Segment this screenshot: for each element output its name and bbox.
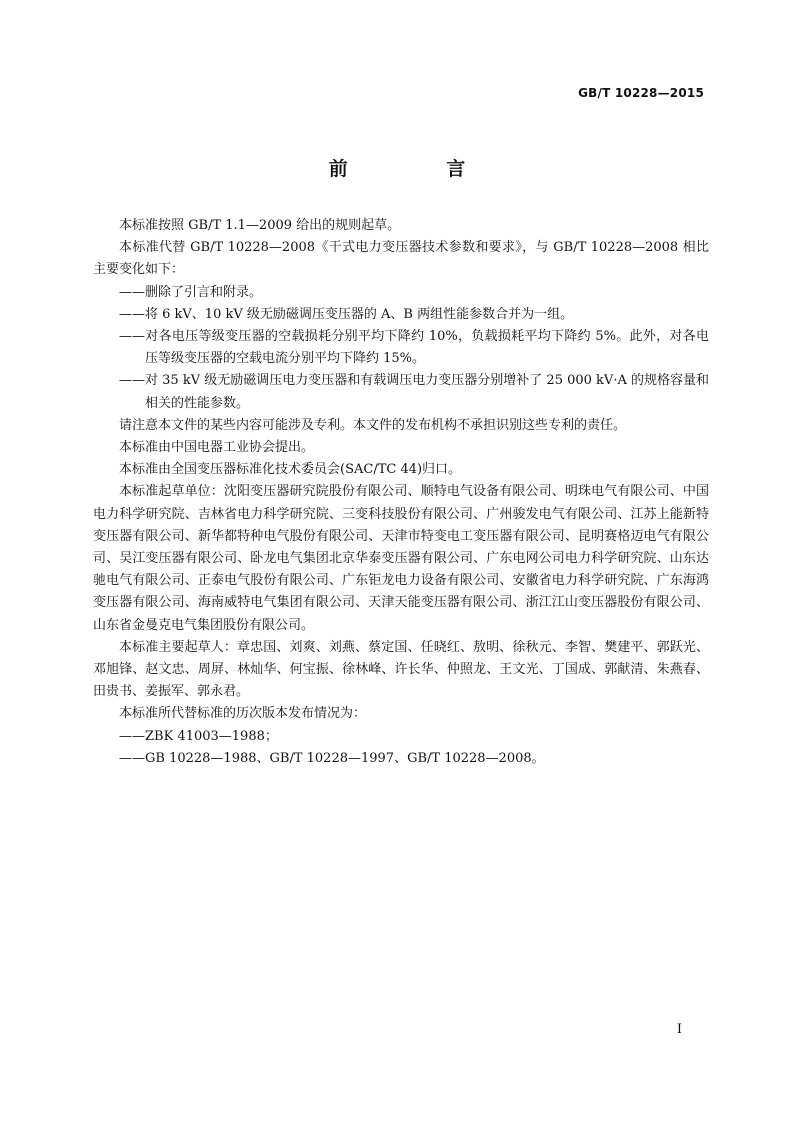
paragraph-drafting-units: 本标准起草单位：沈阳变压器研究院股份有限公司、顺特电气设备有限公司、明珠电气有限公司、中国电力科学研究院、吉林省电力科学研究院、三变科技股份有限公司、广州骏发电气有限公司、江苏上能新特变压器有限公司、新华都特种电气股份有限公司、天津市特变电工变压器有限公司、昆明赛格迈电气有限公司、吴江变压器有限公司、卧龙电气集团北京华泰变压器有限公司、广东电网公司电力科学研究院、山东达驰电气有限公司、正泰电气股份有限公司、广东钜龙电力设备有限公司、安徽省电力科学研究院、广东海鸿变压器有限公司、海南威特电气集团有限公司、天津天能变压器有限公司、浙江江山变压器股份有限公司、山东省金曼克电气集团股份有限公司。	[93, 484, 709, 633]
change-item: ——对各电压等级变压器的空载损耗分别平均下降约 10%，负载损耗平均下降约 5%。此外，对各电压等级变压器的空载电流分别平均下降约 15%。	[119, 329, 709, 367]
change-item: ——对 35 kV 级无励磁调压电力变压器和有载调压电力变压器分别增补了 25 000 kV·A 的规格容量和相关的性能参数。	[119, 373, 709, 411]
paragraph-replaces: 本标准代替 GB/T 10228—2008《干式电力变压器技术参数和要求》，与 GB/T 10228—2008 相比主要变化如下：	[93, 240, 709, 278]
page-title: 前 言	[328, 158, 512, 180]
change-item: ——删除了引言和附录。	[119, 284, 263, 300]
change-item: ——将 6 kV、10 kV 级无励磁调压变压器的 A、B 两组性能参数合并为一组。	[119, 306, 574, 322]
paragraph-committee: 本标准由全国变压器标准化技术委员会(SAC/TC 44)归口。	[119, 462, 462, 478]
edition-item: ——GB 10228—1988、GB/T 10228—1997、GB/T 10228—2008。	[119, 750, 545, 766]
paragraph-drafting-rules: 本标准按照 GB/T 1.1—2009 给出的规则起草。	[119, 218, 401, 233]
paragraph-previous-editions: 本标准所代替标准的历次版本发布情况为：	[119, 706, 367, 722]
paragraph-patent-notice: 请注意本文件的某些内容可能涉及专利。本文件的发布机构不承担识别这些专利的责任。	[119, 417, 627, 433]
page-number: I	[676, 1022, 682, 1037]
edition-item: ——ZBK 41003—1988；	[119, 728, 278, 744]
standard-code-header: GB/T 10228—2015	[578, 86, 704, 100]
paragraph-drafters: 本标准主要起草人：章忠国、刘爽、刘燕、蔡定国、任晓红、敖明、徐秋元、李智、樊建平、郭跃光、邓旭锋、赵文忠、周屏、林灿华、何宝振、徐林峰、许长华、仲照龙、王文光、丁国成、郭献清、朱燕春、田贵书、姜振军、郭永君。	[93, 639, 709, 700]
paragraph-proposer: 本标准由中国电器工业协会提出。	[119, 440, 315, 456]
foreword-body	[93, 215, 709, 770]
